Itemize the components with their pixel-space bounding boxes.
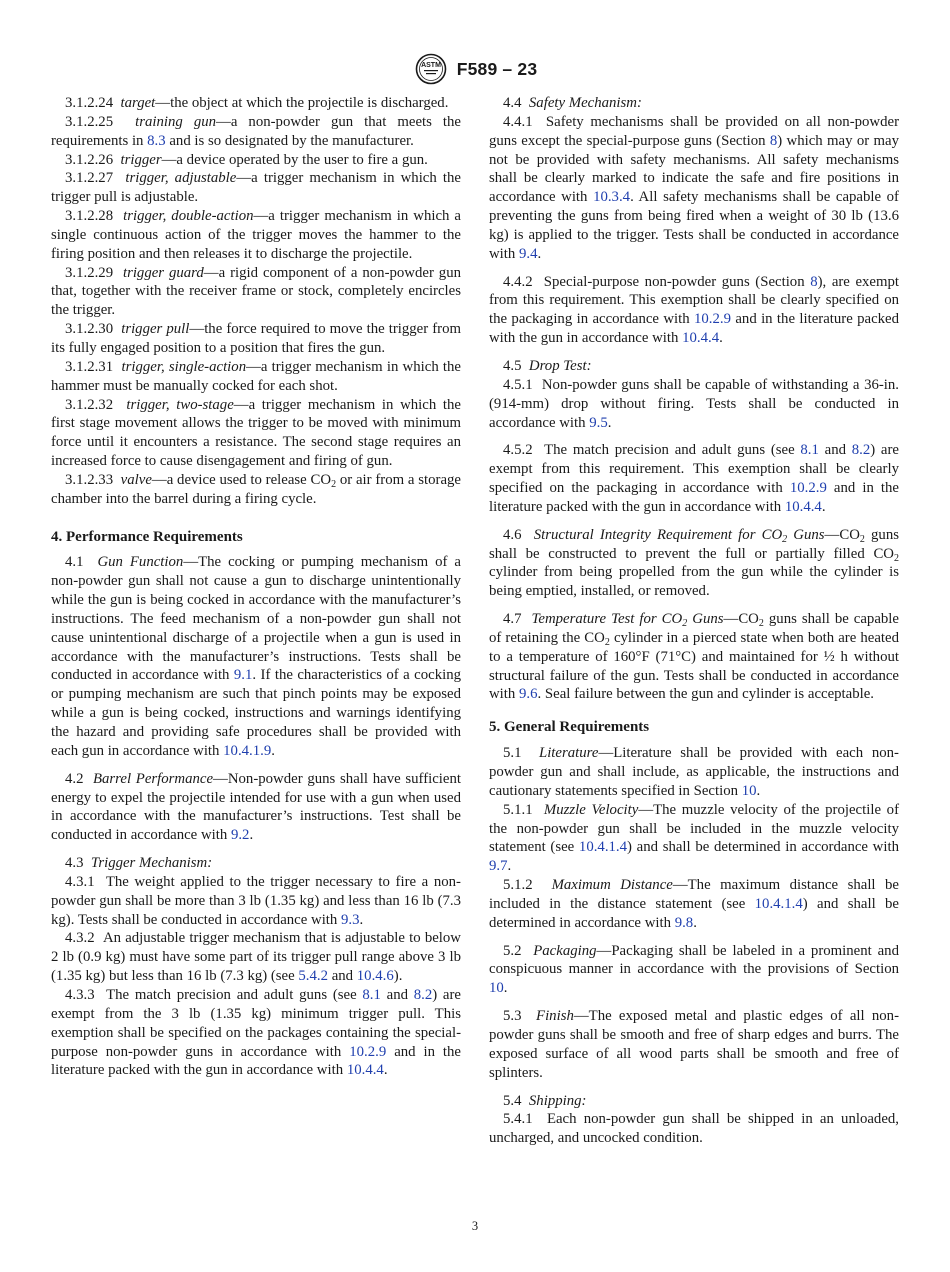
ref-link[interactable]: 8 (810, 273, 818, 290)
logo-text: ASTM (420, 62, 441, 69)
ref-link[interactable]: 10.3.4 (593, 189, 631, 206)
definition-3-1-2-29: 3.1.2.29 trigger guard—a rigid component of a non-powder gun that, together with the receiver frame or stock, completely encircles the trigger. (51, 264, 462, 319)
ref-link[interactable]: 10.4.1.9 (223, 742, 272, 759)
paragraph-4-4-2: 4.4.2 Special-purpose non-powder guns (Section 8), are exempt from this requirement. This exemption shall be clearly specified on the packaging in accordance with 10.2.9 and in the literature packed with the gun in accordance with 10.4.4. (489, 273, 900, 347)
paragraph-5-2: 5.2 Packaging—Packaging shall be labeled in a prominent and conspicuous manner in accordance with the provisions of Section 10. (489, 942, 899, 997)
ref-link[interactable]: 10 (489, 980, 504, 997)
page-header (0, 52, 950, 86)
paragraph-4-4-1: 4.4.1 Safety mechanisms shall be provided on all non-powder guns except the special-purpose guns (Section 8) which may or may not be provided with safety mechanisms. All safety mechanisms shall be clearly marked to indicate the safe and fire positions in accordance with 10.3.4. All safety mechanisms shall be capable of preventing the guns from being fired when a weight of 30 lb (13.6 kg) is applied to the trigger. Tests shall be conducted in accordance with 9.4. (489, 113, 900, 262)
ref-link[interactable]: 10.4.6 (356, 968, 394, 985)
ref-link[interactable]: 8.1 (362, 986, 381, 1003)
paragraph-4-5: 4.5 Drop Test: (503, 357, 592, 374)
paragraph-4-3: 4.3 Trigger Mechanism: (65, 855, 213, 872)
paragraph-4-6: 4.6 Structural Integrity Requirement for $CO_2$ $Guns—CO_2$ guns shall be constructed to prevent the full or partially filled $CO_2$ cylinder from being propelled from the gun while the cylinder is being emptied, installed, or removed. (489, 526, 899, 600)
ref-link[interactable]: 8.2 (851, 442, 871, 459)
definition-3-1-2-25: 3.1.2.25 training gun—a non-powder gun that meets the requirements in 8.3 and is so designated by the manufacturer. (51, 113, 461, 149)
definition-3-1-2-32: 3.1.2.32 trigger, two-stage—a trigger mechanism in which the first stage movement allows the trigger to be moved with minimum force until it encounters a resistance. The second stage requires an increased force to cause disengagement and firing of gun. (51, 396, 461, 470)
ref-link[interactable]: 8.2 (413, 986, 433, 1003)
ref-link[interactable]: 9.3 (341, 911, 360, 928)
ref-link[interactable]: 9.8 (674, 914, 694, 931)
definition-3-1-2-24: 3.1.2.24 target—the object at which the projectile is discharged. (65, 95, 449, 111)
paragraph-5-1-1: 5.1.1 Muzzle Velocity—The muzzle velocity of the projectile of the non-powder gun shall be included in the muzzle velocity statement (see 10.4.1.4) and shall be determined in accordance with 9.7. (489, 801, 900, 875)
definition-3-1-2-30: 3.1.2.30 trigger pull—the force required to move the trigger from its fully engaged position to a position that fires the gun. (51, 321, 461, 356)
right-column (489, 94, 899, 1148)
ref-link[interactable]: 10.4.1.4 (578, 839, 628, 856)
definition-3-1-2-33: 3.1.2.33 valve—a device used to release $CO_2$ or air from a storage chamber into the barrel during a firing cycle. (51, 471, 461, 507)
ref-link[interactable]: 8 (769, 132, 778, 149)
ref-link[interactable]: 9.1 (233, 667, 253, 684)
ref-link[interactable]: 9.5 (589, 414, 608, 431)
ref-link[interactable]: 5.4.2 (298, 968, 328, 985)
paragraph-4-3-1: 4.3.1 The weight applied to the trigger necessary to fire a non-powder gun shall be more than 3 lb (1.35 kg) and less than 16 lb (7.3 kg). Tests shall be conducted in accordance with 9.3. (51, 873, 461, 928)
paragraph-5-3: 5.3 Finish—The exposed metal and plastic edges of all non-powder guns shall be smooth and free of sharp edges and burrs. The exposed surface of all wood parts shall be smooth and free of splinters. (489, 1008, 900, 1081)
ref-link[interactable]: 8.3 (147, 132, 166, 149)
astm-logo-icon (413, 53, 449, 85)
paragraph-5-4-1: 5.4.1 Each non-powder gun shall be shipped in an unloaded, uncharged, and uncocked condition. (489, 1111, 899, 1147)
ref-link[interactable]: 10.4.4 (346, 1062, 384, 1079)
ref-link[interactable]: 10.4.4 (784, 498, 822, 515)
paragraph-4-4: 4.4 Safety Mechanism: (503, 95, 642, 111)
ref-link[interactable]: 10 (741, 782, 757, 799)
paragraph-4-1: 4.1 Gun Function—The cocking or pumping mechanism of a non-powder gun shall not cause a gun to discharge unintentionally while the gun is being cocked in accordance with the manufacturer’s instructions. The feed mechanism of a non-powder gun shall not cause unintentional discharge of a projectile when a gun is used in accordance with the manufacturer’s instructions. Tests shall be conducted in accordance with 9.1. If the characteristics of a cocking or pumping mechanism are such that pinch points may be exposed while a gun is being cocked, instructions and warnings identifying the hazard and providing safe procedures shall be provided with each gun in accordance with 10.4.1.9. (51, 554, 462, 759)
ref-link[interactable]: 9.6 (519, 686, 538, 703)
paragraph-5-1-2: 5.1.2 Maximum Distance—The maximum distance shall be included in the distance statement (see 10.4.1.4) and shall be determined in accordance with 9.8. (489, 877, 900, 931)
paragraph-5-1: 5.1 Literature—Literature shall be provided with each non-powder gun and shall include, as applicable, the instructions and cautionary statements specified in Section 10. (489, 745, 899, 799)
ref-link[interactable]: 9.4 (519, 245, 538, 262)
paragraph-5-4: 5.4 Shipping: (503, 1092, 587, 1109)
ref-link[interactable]: 10.4.1.4 (754, 895, 803, 912)
paragraph-4-3-2: 4.3.2 An adjustable trigger mechanism that is adjustable to below 2 lb (0.9 kg) must have some part of its trigger pull range above 3 lb (1.35 kg) but less than 16 lb (7.3 kg) (see 5.4.2 and 10.4.6). (51, 930, 461, 985)
ref-link[interactable]: 10.2.9 (349, 1043, 387, 1060)
ref-link[interactable]: 10.2.9 (694, 311, 731, 328)
definition-3-1-2-28: 3.1.2.28 trigger, double-action—a trigger mechanism in which a single continuous action of the trigger moves the hammer to the firing position and then releases it to discharge the projectile. (51, 208, 462, 262)
ref-link[interactable]: 10.4.4 (682, 330, 720, 347)
ref-link[interactable]: 9.7 (489, 858, 508, 875)
paragraph-4-3-3: 4.3.3 The match precision and adult guns (see 8.1 and 8.2) are exempt from the 3 lb (1.35 kg) minimum trigger pull. This exemption shall be specified on the packages containing the special-purpose non-powder guns in accordance with 10.2.9 and in the literature packed with the gun in accordance with 10.4.4. (51, 986, 462, 1079)
page-number: 3 (471, 1219, 479, 1233)
definition-3-1-2-26: 3.1.2.26 trigger—a device operated by the user to fire a gun. (65, 151, 428, 168)
ref-link[interactable]: 9.2 (230, 827, 250, 844)
paragraph-4-7: 4.7 Temperature Test for $CO_2$ $Guns—CO_2$ guns shall be capable of retaining the $CO_2$ cylinder in a pierced state when both are heated to a temperature of 160°F (71°C) and maintained for ½ h without structural failure of the gun. Tests shall be conducted in accordance with 9.6. Seal failure between the gun and cylinder is acceptable. (489, 611, 900, 703)
definition-3-1-2-27: 3.1.2.27 trigger, adjustable—a trigger mechanism in which the trigger pull is adjustable. (51, 170, 461, 206)
standard-designation: F589 – 23 (456, 58, 538, 79)
paragraph-4-5-1: 4.5.1 Non-powder guns shall be capable of withstanding a 36-in. (914-mm) drop without firing. Tests shall be conducted in accordance with 9.5. (489, 376, 899, 431)
section-heading-5: 5. General Requirements (489, 719, 650, 736)
section-heading-4: 4. Performance Requirements (51, 528, 243, 545)
ref-link[interactable]: 10.2.9 (789, 480, 827, 497)
definition-3-1-2-31: 3.1.2.31 trigger, single-action—a trigger mechanism in which the hammer must be manually cocked for each shot. (51, 358, 461, 394)
left-column (51, 94, 461, 1080)
paragraph-4-5-2: 4.5.2 The match precision and adult guns (see 8.1 and 8.2) are exempt from this requirement. This exemption shall be clearly specified on the packaging in accordance with 10.2.9 and in the literature packed with the gun in accordance with 10.4.4. (489, 442, 899, 515)
ref-link[interactable]: 8.1 (800, 442, 819, 459)
paragraph-4-2: 4.2 Barrel Performance—Non-powder guns shall have sufficient energy to expel the projectile intended for use with a gun when used in accordance with the manufacturer’s instructions. Test shall be conducted in accordance with 9.2. (51, 770, 461, 844)
